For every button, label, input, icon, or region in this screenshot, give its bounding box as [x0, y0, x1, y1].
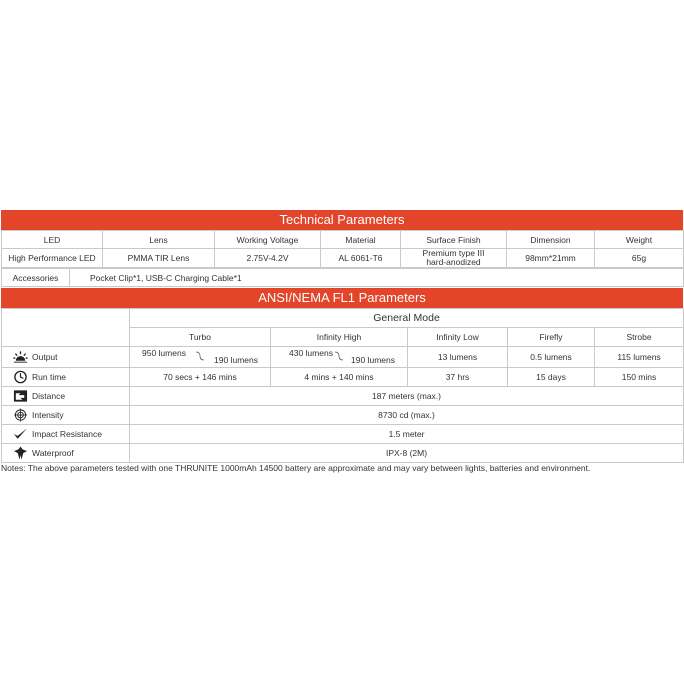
output-row: [2, 347, 684, 368]
spec-sheet: [1, 210, 683, 463]
header-led: LED: [2, 231, 103, 249]
high-end-lumens: 190 lumens: [351, 355, 395, 365]
lumens-icon: [13, 350, 28, 364]
general-mode-title: General Mode: [130, 309, 684, 328]
distance-value: 187 meters (max.): [130, 387, 684, 406]
turbo-end-lumens: 190 lumens: [214, 355, 258, 365]
technical-value-row: [2, 249, 684, 268]
distance-label: Distance: [32, 391, 66, 401]
waterproof-row: [2, 444, 684, 463]
waterproof-label: Waterproof: [32, 448, 74, 458]
clock-icon: [13, 370, 28, 384]
output-firefly: 0.5 lumens: [508, 347, 595, 368]
output-strobe: 115 lumens: [595, 347, 684, 368]
impact-label: Impact Resistance: [32, 429, 102, 439]
header-weight: Weight: [595, 231, 684, 249]
intensity-row: [2, 406, 684, 425]
waterproof-label-cell: [2, 444, 130, 463]
mode-infinity-low: Infinity Low: [408, 328, 508, 347]
notes-text: Notes: The above parameters tested with one THRUNITE 1000mAh 14500 battery are approximate and may vary between lights, batteries and environment.: [1, 463, 591, 473]
value-led: High Performance LED: [2, 249, 103, 268]
intensity-label-cell: [2, 406, 130, 425]
accessories-label: Accessories: [2, 269, 70, 287]
mode-firefly: Firefly: [508, 328, 595, 347]
runtime-label-cell: [2, 368, 130, 387]
surface-line-1: Premium type III: [422, 248, 485, 258]
header-voltage: Working Voltage: [215, 231, 321, 249]
accessories-row: [2, 269, 684, 287]
runtime-infinity-high: 4 mins + 140 mins: [271, 368, 408, 387]
accessories-value: Pocket Clip*1, USB-C Charging Cable*1: [70, 269, 684, 287]
value-voltage: 2.75V-4.2V: [215, 249, 321, 268]
waterproof-value: IPX-8 (2M): [130, 444, 684, 463]
value-dimension: 98mm*21mm: [507, 249, 595, 268]
intensity-value: 8730 cd (max.): [130, 406, 684, 425]
runtime-label: Run time: [32, 372, 67, 382]
output-infinity-low: 13 lumens: [408, 347, 508, 368]
value-lens: PMMA TIR Lens: [103, 249, 215, 268]
technical-parameters-header: Technical Parameters: [1, 210, 683, 230]
blank-corner: [2, 309, 130, 347]
header-surface: Surface Finish: [401, 231, 507, 249]
output-infinity-high: [271, 347, 408, 368]
ansi-header: ANSI/NEMA FL1 Parameters: [1, 288, 683, 308]
output-label: Output: [32, 352, 58, 362]
turbo-start-lumens: 950 lumens: [142, 348, 186, 358]
header-material: Material: [321, 231, 401, 249]
target-icon: [13, 408, 28, 422]
header-dimension: Dimension: [507, 231, 595, 249]
impact-value: 1.5 meter: [130, 425, 684, 444]
runtime-strobe: 150 mins: [595, 368, 684, 387]
general-mode-row: [2, 309, 684, 328]
value-weight: 65g: [595, 249, 684, 268]
runtime-infinity-low: 37 hrs: [408, 368, 508, 387]
technical-header-row: [2, 231, 684, 249]
runtime-turbo: 70 secs + 146 mins: [130, 368, 271, 387]
mode-strobe: Strobe: [595, 328, 684, 347]
accessories-table: [1, 268, 684, 287]
checkmark-icon: [13, 427, 28, 441]
high-start-lumens: 430 lumens: [289, 348, 333, 358]
mode-infinity-high: Infinity High: [271, 328, 408, 347]
surface-line-2: hard-anodized: [426, 257, 481, 267]
impact-label-cell: [2, 425, 130, 444]
distance-row: [2, 387, 684, 406]
value-surface: [401, 249, 507, 268]
runtime-row: [2, 368, 684, 387]
intensity-label: Intensity: [32, 410, 64, 420]
distance-label-cell: [2, 387, 130, 406]
impact-row: [2, 425, 684, 444]
header-lens: Lens: [103, 231, 215, 249]
output-turbo: [130, 347, 271, 368]
technical-table: [1, 230, 684, 268]
distance-icon: [13, 389, 28, 403]
ansi-table: [1, 308, 684, 463]
runtime-firefly: 15 days: [508, 368, 595, 387]
mode-turbo: Turbo: [130, 328, 271, 347]
waterproof-icon: [13, 446, 28, 460]
value-material: AL 6061-T6: [321, 249, 401, 268]
output-label-cell: [2, 347, 130, 368]
